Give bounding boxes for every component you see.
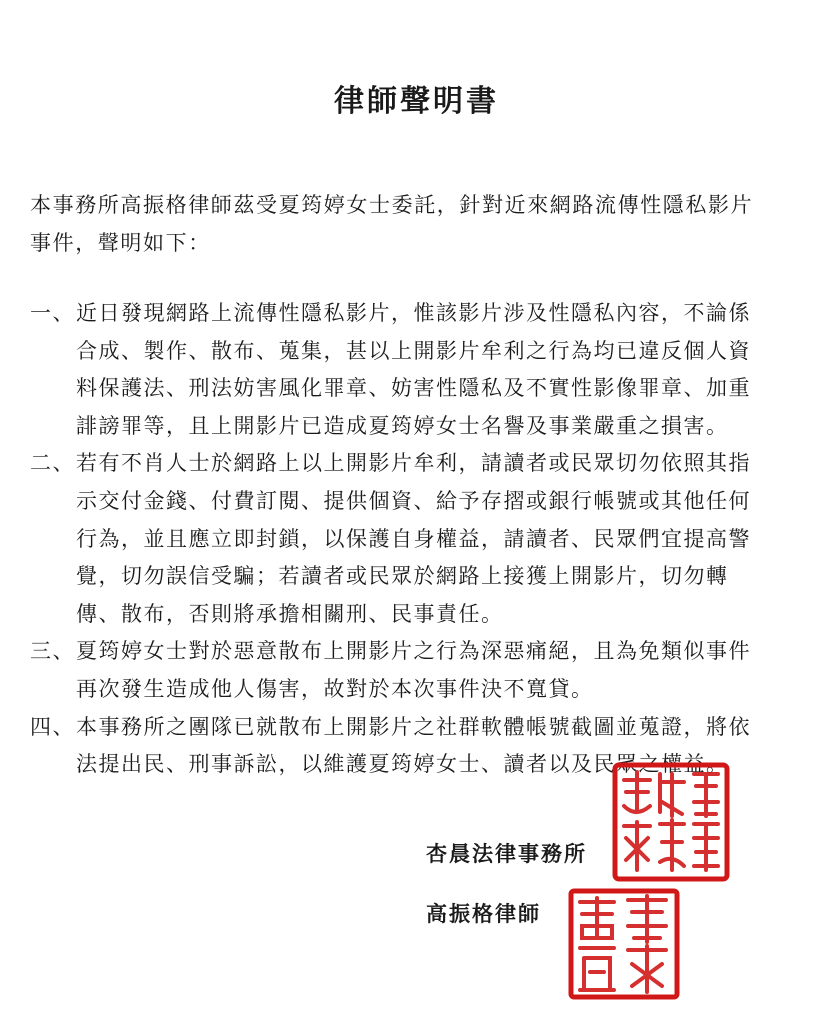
law-firm-seal bbox=[612, 762, 730, 882]
item-line: 近日發現網路上流傳性隱私影片，惟該影片涉及性隱私內容，不論係 bbox=[76, 301, 751, 325]
item-line: 誹謗罪等，且上開影片已造成夏筠婷女士名譽及事業嚴重之損害。 bbox=[76, 413, 729, 438]
lawyer-seal bbox=[568, 888, 680, 1000]
statement-item-1 bbox=[30, 295, 810, 445]
seal-glyph bbox=[624, 822, 650, 870]
item-marker: 一、 bbox=[30, 301, 75, 325]
item-line: 行為，並且應立即封鎖，以保護自身權益，請讀者、民眾們宜提高警 bbox=[76, 526, 751, 551]
item-marker: 三、 bbox=[30, 639, 75, 664]
seal-glyphs bbox=[624, 772, 718, 870]
item-body bbox=[76, 445, 810, 633]
item-line: 料保護法、刑法妨害風化罪章、妨害性隱私及不實性影像罪章、加重 bbox=[76, 376, 751, 401]
item-marker: 二、 bbox=[30, 451, 75, 476]
item-line: 本事務所之團隊已就散布上開影片之社群軟體帳號截圖並蒐證，將依 bbox=[76, 714, 751, 739]
item-line: 再次發生造成他人傷害，故對於本次事件決不寬貸。 bbox=[76, 676, 594, 701]
seal-glyph bbox=[694, 824, 718, 870]
seal-glyph bbox=[694, 774, 718, 816]
seal-glyph bbox=[628, 946, 666, 992]
signature-lawyer-name: 高振格律師 bbox=[426, 901, 541, 926]
item-body bbox=[76, 295, 810, 445]
intro-paragraph bbox=[30, 186, 800, 262]
item-line: 法提出民、刑事訴訟，以維護夏筠婷女士、讀者以及民眾之權益。 bbox=[76, 752, 729, 777]
seal-glyphs bbox=[580, 896, 666, 992]
seal-glyph bbox=[660, 820, 684, 870]
seal-glyph bbox=[624, 772, 650, 812]
seal-border bbox=[571, 891, 677, 997]
intro-line: 事件，聲明如下： bbox=[30, 231, 211, 255]
signature-firm-name: 杏晨法律事務所 bbox=[426, 841, 587, 866]
item-line: 合成、製作、散布、蒐集，甚以上開影片牟利之行為均已違反個人資 bbox=[76, 338, 751, 363]
seal-glyph bbox=[580, 898, 614, 938]
item-line: 示交付金錢、付費訂閱、提供個資、給予存摺或銀行帳號或其他任何 bbox=[76, 488, 751, 513]
seal-glyph bbox=[580, 948, 614, 990]
item-marker: 四、 bbox=[30, 714, 75, 739]
seal-glyph bbox=[660, 774, 684, 816]
seal-glyph bbox=[628, 896, 666, 942]
item-line: 夏筠婷女士對於惡意散布上開影片之行為深惡痛絕，且為免類似事件 bbox=[76, 639, 751, 664]
item-body bbox=[76, 633, 810, 708]
item-line: 若有不肖人士於網路上以上開影片牟利，請讀者或民眾切勿依照其指 bbox=[76, 451, 751, 476]
statement-item-3 bbox=[30, 633, 810, 708]
item-line: 覺，切勿誤信受騙；若讀者或民眾於網路上接獲上開影片，切勿轉 bbox=[76, 564, 729, 589]
item-line: 傳、散布，否則將承擔相關刑、民事責任。 bbox=[76, 601, 504, 626]
statement-list bbox=[30, 295, 810, 784]
document-title: 律師聲明書 bbox=[334, 84, 499, 119]
statement-item-2 bbox=[30, 445, 810, 633]
intro-line: 本事務所高振格律師茲受夏筠婷女士委託，針對近來網路流傳性隱私影片 bbox=[30, 193, 754, 217]
